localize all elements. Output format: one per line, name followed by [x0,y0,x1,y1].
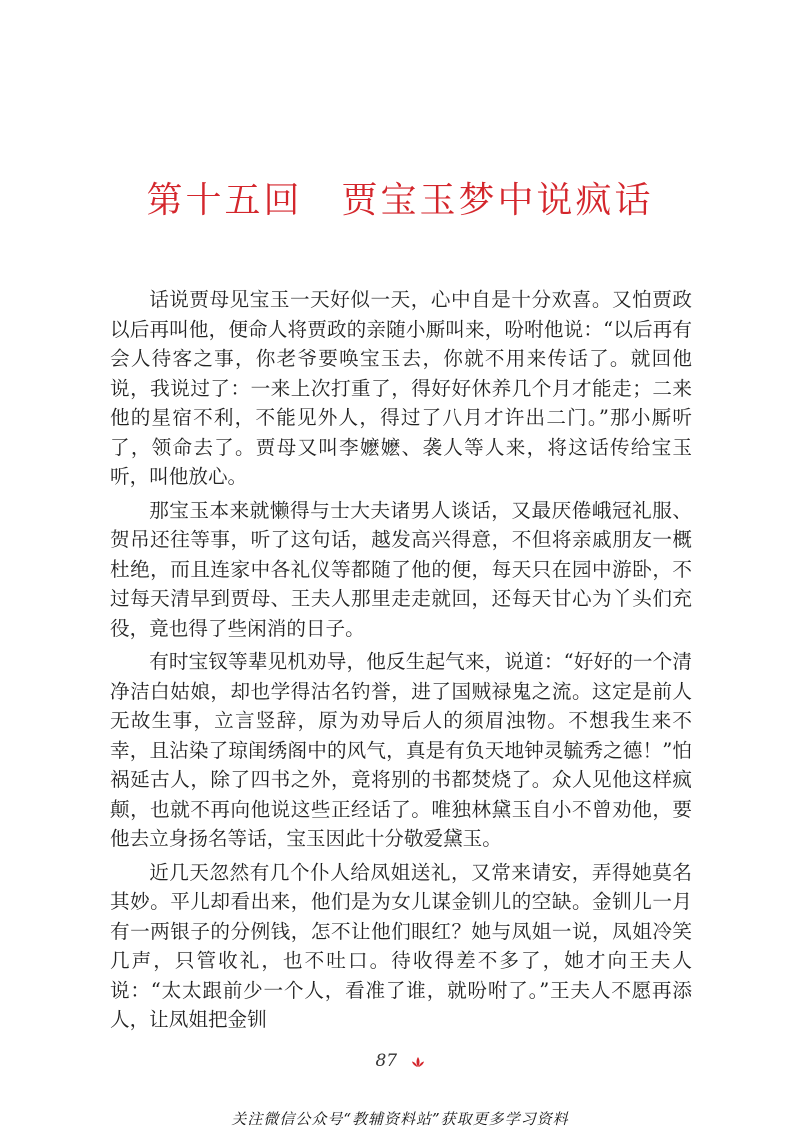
flower-ornament-icon [411,1056,425,1068]
paragraph: 近几天忽然有几个仆人给凤姐送礼，又常来请安，弄得她莫名其妙。平儿却看出来，他们是为女儿谋金钏儿的空缺。金钏儿一月有一两银子的分例钱，怎不让他们眼红？她与凤姐一说，凤姐冷笑几声，只管收礼，也不吐口。待收得差不多了，她才向王夫人说：“太太跟前少一个人，看准了谁，就吩咐了。”王夫人不愿再添人，让凤姐把金钏 [110,860,692,1031]
footer-note: 关注微信公众号“教辅资料站”获取更多学习资料 [231,1110,569,1128]
paragraph: 有时宝钗等辈见机劝导，他反生起气来，说道：“好好的一个清净洁白姑娘，却也学得沽名钓誉，进了国贼禄鬼之流。这定是前人无故生事，立言竖辞，原为劝导后人的须眉浊物。不想我生来不幸，且沾染了琼闺绣阁中的风气，真是有负天地钟灵毓秀之德！”怕祸延古人，除了四书之外，竟将别的书都焚烧了。众人见他这样疯颠，也就不再向他说这些正经话了。唯独林黛玉自小不曾劝他，要他去立身扬名等话，宝玉因此十分敬爱黛玉。 [110,650,692,850]
body-text [110,285,692,1039]
page-number: 87 [375,1051,398,1071]
page-footer [0,1051,800,1071]
paragraph: 那宝玉本来就懒得与士大夫诸男人谈话，又最厌倦峨冠礼服、贺吊还往等事，听了这句话，越发高兴得意，不但将亲戚朋友一概杜绝，而且连家中各礼仪等都随了他的便，每天只在园中游卧，不过每天清早到贾母、王夫人那里走走就回，还每天甘心为丫头们充役，竟也得了些闲消的日子。 [110,498,692,640]
paragraph: 话说贾母见宝玉一天好似一天，心中自是十分欢喜。又怕贾政以后再叫他，便命人将贾政的亲随小厮叫来，吩咐他说：“以后再有会人待客之事，你老爷要唤宝玉去，你就不用来传话了。就回他说，我说过了：一来上次打重了，得好好休养几个月才能走；二来他的星宿不利，不能见外人，得过了八月才许出二门。”那小厮听了，领命去了。贾母又叫李嬷嬷、袭人等人来，将这话传给宝玉听，叫他放心。 [110,288,692,488]
chapter-title: 第十五回 贾宝玉梦中说疯话 [146,180,654,221]
